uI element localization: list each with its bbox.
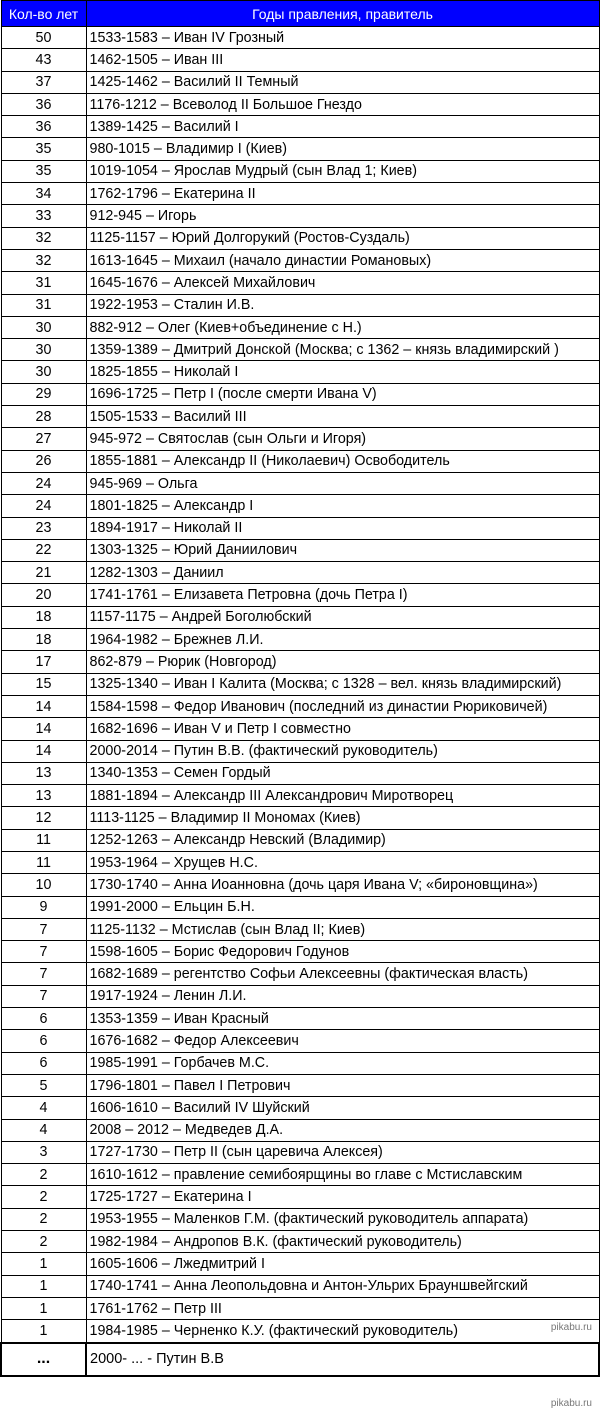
table-row — [1, 183, 599, 205]
table-row — [1, 539, 599, 561]
watermark-mid: pikabu.ru — [550, 1322, 592, 1333]
years-cell: 30 — [1, 339, 86, 361]
years-cell: 24 — [1, 495, 86, 517]
table-row — [1, 651, 599, 673]
reign-cell: 1533-1583 – Иван IV Грозный — [86, 27, 599, 49]
years-cell: 7 — [1, 963, 86, 985]
reign-cell: 1796-1801 – Павел I Петрович — [86, 1074, 599, 1096]
table-row — [1, 1119, 599, 1141]
years-cell: 14 — [1, 740, 86, 762]
table-row — [1, 495, 599, 517]
table-row — [1, 1231, 599, 1253]
table-row — [1, 785, 599, 807]
years-cell: 35 — [1, 160, 86, 182]
years-cell: 7 — [1, 985, 86, 1007]
years-cell: 6 — [1, 1008, 86, 1030]
reign-cell: 980-1015 – Владимир I (Киев) — [86, 138, 599, 160]
table-row — [1, 138, 599, 160]
table-row — [1, 941, 599, 963]
reign-cell: 1584-1598 – Федор Иванович (последний из династии Рюриковичей) — [86, 695, 599, 717]
table-row — [1, 339, 599, 361]
reign-cell: 2008 – 2012 – Медведев Д.А. — [86, 1119, 599, 1141]
reign-cell: 1894-1917 – Николай II — [86, 517, 599, 539]
table-row — [1, 71, 599, 93]
reign-cell: 1881-1894 – Александр III Александрович Миротворец — [86, 785, 599, 807]
years-cell: 27 — [1, 428, 86, 450]
table-row — [1, 695, 599, 717]
table-row — [1, 1253, 599, 1275]
watermark-bottom: pikabu.ru — [550, 1398, 592, 1409]
table-row — [1, 629, 599, 651]
table-row — [1, 160, 599, 182]
years-cell: 9 — [1, 896, 86, 918]
years-cell: 35 — [1, 138, 86, 160]
reign-cell: 1462-1505 – Иван III — [86, 49, 599, 71]
reign-cell: 1353-1359 – Иван Красный — [86, 1008, 599, 1030]
table-header-row — [1, 1, 599, 27]
years-cell: 11 — [1, 829, 86, 851]
reign-cell: 1125-1132 – Мстислав (сын Влад II; Киев) — [86, 918, 599, 940]
reign-cell: 1676-1682 – Федор Алексеевич — [86, 1030, 599, 1052]
table-row — [1, 1008, 599, 1030]
reign-cell: 1855-1881 – Александр II (Николаевич) Освободитель — [86, 450, 599, 472]
years-cell: 43 — [1, 49, 86, 71]
reign-cell: 1761-1762 – Петр III — [86, 1297, 599, 1319]
table-row — [1, 1297, 599, 1319]
reign-cell: 1740-1741 – Анна Леопольдовна и Антон-Ульрих Брауншвейгский — [86, 1275, 599, 1297]
table-row — [1, 383, 599, 405]
table-row — [1, 673, 599, 695]
table-row — [1, 1030, 599, 1052]
reign-cell: 1303-1325 – Юрий Даниилович — [86, 539, 599, 561]
years-cell: 1 — [1, 1275, 86, 1297]
years-cell: 12 — [1, 807, 86, 829]
table-row — [1, 227, 599, 249]
reign-cell: 1825-1855 – Николай I — [86, 361, 599, 383]
table-row — [1, 1141, 599, 1163]
reign-cell: 1359-1389 – Дмитрий Донской (Москва; с 1362 – князь владимирский ) — [86, 339, 599, 361]
years-cell: 34 — [1, 183, 86, 205]
years-cell: 6 — [1, 1030, 86, 1052]
reign-cell: 1917-1924 – Ленин Л.И. — [86, 985, 599, 1007]
reign-cell: 1696-1725 – Петр I (после смерти Ивана V) — [86, 383, 599, 405]
years-cell: 18 — [1, 629, 86, 651]
years-cell: 20 — [1, 584, 86, 606]
header-years: Кол-во лет — [1, 1, 86, 27]
table-row — [1, 762, 599, 784]
years-cell: 2 — [1, 1186, 86, 1208]
years-cell: 30 — [1, 361, 86, 383]
years-cell: 13 — [1, 785, 86, 807]
table-row — [1, 1074, 599, 1096]
reign-cell: 1725-1727 – Екатерина I — [86, 1186, 599, 1208]
reign-cell: 1252-1263 – Александр Невский (Владимир) — [86, 829, 599, 851]
reign-cell: 1730-1740 – Анна Иоанновна (дочь царя Ивана V; «бироновщина») — [86, 874, 599, 896]
years-cell: 10 — [1, 874, 86, 896]
reign-cell: 1340-1353 – Семен Гордый — [86, 762, 599, 784]
years-cell: 32 — [1, 227, 86, 249]
years-cell: 17 — [1, 651, 86, 673]
years-cell: 7 — [1, 918, 86, 940]
years-cell: 30 — [1, 316, 86, 338]
table-row — [1, 428, 599, 450]
reign-cell: 1762-1796 – Екатерина II — [86, 183, 599, 205]
years-cell: 28 — [1, 406, 86, 428]
final-row — [1, 1343, 599, 1376]
years-cell: 2 — [1, 1231, 86, 1253]
years-cell: 5 — [1, 1074, 86, 1096]
reign-cell: 1325-1340 – Иван I Калита (Москва; с 1328 – вел. князь владимирский) — [86, 673, 599, 695]
years-cell: 36 — [1, 93, 86, 115]
years-cell: 2 — [1, 1164, 86, 1186]
years-cell: 14 — [1, 695, 86, 717]
table-row — [1, 718, 599, 740]
table-row — [1, 1164, 599, 1186]
reign-cell: 1613-1645 – Михаил (начало династии Романовых) — [86, 249, 599, 271]
table-row — [1, 851, 599, 873]
table-row — [1, 807, 599, 829]
table-row — [1, 1320, 599, 1343]
years-cell: 31 — [1, 272, 86, 294]
years-cell: 1 — [1, 1253, 86, 1275]
years-cell: 32 — [1, 249, 86, 271]
table-row — [1, 874, 599, 896]
reign-cell: 1606-1610 – Василий IV Шуйский — [86, 1097, 599, 1119]
years-cell: 33 — [1, 205, 86, 227]
years-cell: 50 — [1, 27, 86, 49]
reign-cell: 862-879 – Рюрик (Новгород) — [86, 651, 599, 673]
reign-cell: 1984-1985 – Черненко К.У. (фактический руководитель) — [86, 1320, 599, 1343]
table-body — [1, 27, 599, 1376]
reign-cell: 1982-1984 – Андропов В.К. (фактический руководитель) — [86, 1231, 599, 1253]
reign-cell: 882-912 – Олег (Киев+объединение с Н.) — [86, 316, 599, 338]
reign-cell: 945-969 – Ольга — [86, 472, 599, 494]
table-row — [1, 896, 599, 918]
reign-cell: 1425-1462 – Василий II Темный — [86, 71, 599, 93]
reign-cell: 1682-1689 – регентство Софьи Алексеевны (фактическая власть) — [86, 963, 599, 985]
table-row — [1, 829, 599, 851]
years-cell: 36 — [1, 116, 86, 138]
table-row — [1, 49, 599, 71]
table-row — [1, 918, 599, 940]
years-cell: 11 — [1, 851, 86, 873]
reign-cell: 1125-1157 – Юрий Долгорукий (Ростов-Суздаль) — [86, 227, 599, 249]
years-cell: 14 — [1, 718, 86, 740]
years-cell: 2 — [1, 1208, 86, 1230]
table-row — [1, 1052, 599, 1074]
reign-cell: 945-972 – Святослав (сын Ольги и Игоря) — [86, 428, 599, 450]
years-cell: 23 — [1, 517, 86, 539]
header-reign: Годы правления, правитель — [86, 1, 599, 27]
reign-cell: 1505-1533 – Василий III — [86, 406, 599, 428]
reign-cell: 1953-1964 – Хрущев Н.С. — [86, 851, 599, 873]
years-cell: 7 — [1, 941, 86, 963]
reign-cell: 1953-1955 – Маленков Г.М. (фактический руководитель аппарата) — [86, 1208, 599, 1230]
reign-cell: 1741-1761 – Елизавета Петровна (дочь Петра I) — [86, 584, 599, 606]
years-cell: 13 — [1, 762, 86, 784]
reign-cell: 1610-1612 – правление семибоярщины во главе с Мстиславским — [86, 1164, 599, 1186]
table-row — [1, 294, 599, 316]
table-row — [1, 517, 599, 539]
table-row — [1, 985, 599, 1007]
years-cell: 37 — [1, 71, 86, 93]
table-row — [1, 1275, 599, 1297]
years-cell: 22 — [1, 539, 86, 561]
years-cell: 24 — [1, 472, 86, 494]
table-row — [1, 116, 599, 138]
table-row — [1, 249, 599, 271]
years-cell: 6 — [1, 1052, 86, 1074]
table-row — [1, 584, 599, 606]
reign-cell: 1682-1696 – Иван V и Петр I совместно — [86, 718, 599, 740]
years-cell: 1 — [1, 1297, 86, 1319]
reign-cell: 1991-2000 – Ельцин Б.Н. — [86, 896, 599, 918]
reign-cell: 1645-1676 – Алексей Михайлович — [86, 272, 599, 294]
reign-cell: 1605-1606 – Лжедмитрий I — [86, 1253, 599, 1275]
table-row — [1, 205, 599, 227]
years-cell: 29 — [1, 383, 86, 405]
reign-cell: 1389-1425 – Василий I — [86, 116, 599, 138]
reign-cell: 1598-1605 – Борис Федорович Годунов — [86, 941, 599, 963]
reign-cell: 1985-1991 – Горбачев М.С. — [86, 1052, 599, 1074]
reign-cell: 1801-1825 – Александр I — [86, 495, 599, 517]
years-cell: 15 — [1, 673, 86, 695]
reign-cell: 1113-1125 – Владимир II Мономах (Киев) — [86, 807, 599, 829]
reign-cell: 1176-1212 – Всеволод II Большое Гнездо — [86, 93, 599, 115]
reign-cell: 912-945 – Игорь — [86, 205, 599, 227]
years-cell: 26 — [1, 450, 86, 472]
table-row — [1, 1097, 599, 1119]
reign-cell: 2000-2014 – Путин В.В. (фактический руководитель) — [86, 740, 599, 762]
table-row — [1, 472, 599, 494]
reign-cell: 1157-1175 – Андрей Боголюбский — [86, 606, 599, 628]
table-row — [1, 450, 599, 472]
reign-cell: 1964-1982 – Брежнев Л.И. — [86, 629, 599, 651]
years-cell: 31 — [1, 294, 86, 316]
reign-cell: 1922-1953 – Сталин И.В. — [86, 294, 599, 316]
table-row — [1, 272, 599, 294]
years-cell: 21 — [1, 562, 86, 584]
reign-cell: 1282-1303 – Даниил — [86, 562, 599, 584]
table-row — [1, 93, 599, 115]
table-row — [1, 27, 599, 49]
table-row — [1, 406, 599, 428]
table-row — [1, 562, 599, 584]
table-row — [1, 361, 599, 383]
years-cell: 3 — [1, 1141, 86, 1163]
years-cell: 4 — [1, 1119, 86, 1141]
table-row — [1, 1186, 599, 1208]
table-row — [1, 606, 599, 628]
years-cell: 1 — [1, 1320, 86, 1343]
table-row — [1, 316, 599, 338]
table-row — [1, 1208, 599, 1230]
reign-cell: 1019-1054 – Ярослав Мудрый (сын Влад 1; Киев) — [86, 160, 599, 182]
table-row — [1, 963, 599, 985]
final-reign-cell: 2000- ... - Путин В.В — [86, 1343, 599, 1376]
years-cell: 18 — [1, 606, 86, 628]
reign-cell: 1727-1730 – Петр II (сын царевича Алексея) — [86, 1141, 599, 1163]
final-years-cell: ... — [1, 1343, 86, 1376]
table-row — [1, 740, 599, 762]
years-cell: 4 — [1, 1097, 86, 1119]
